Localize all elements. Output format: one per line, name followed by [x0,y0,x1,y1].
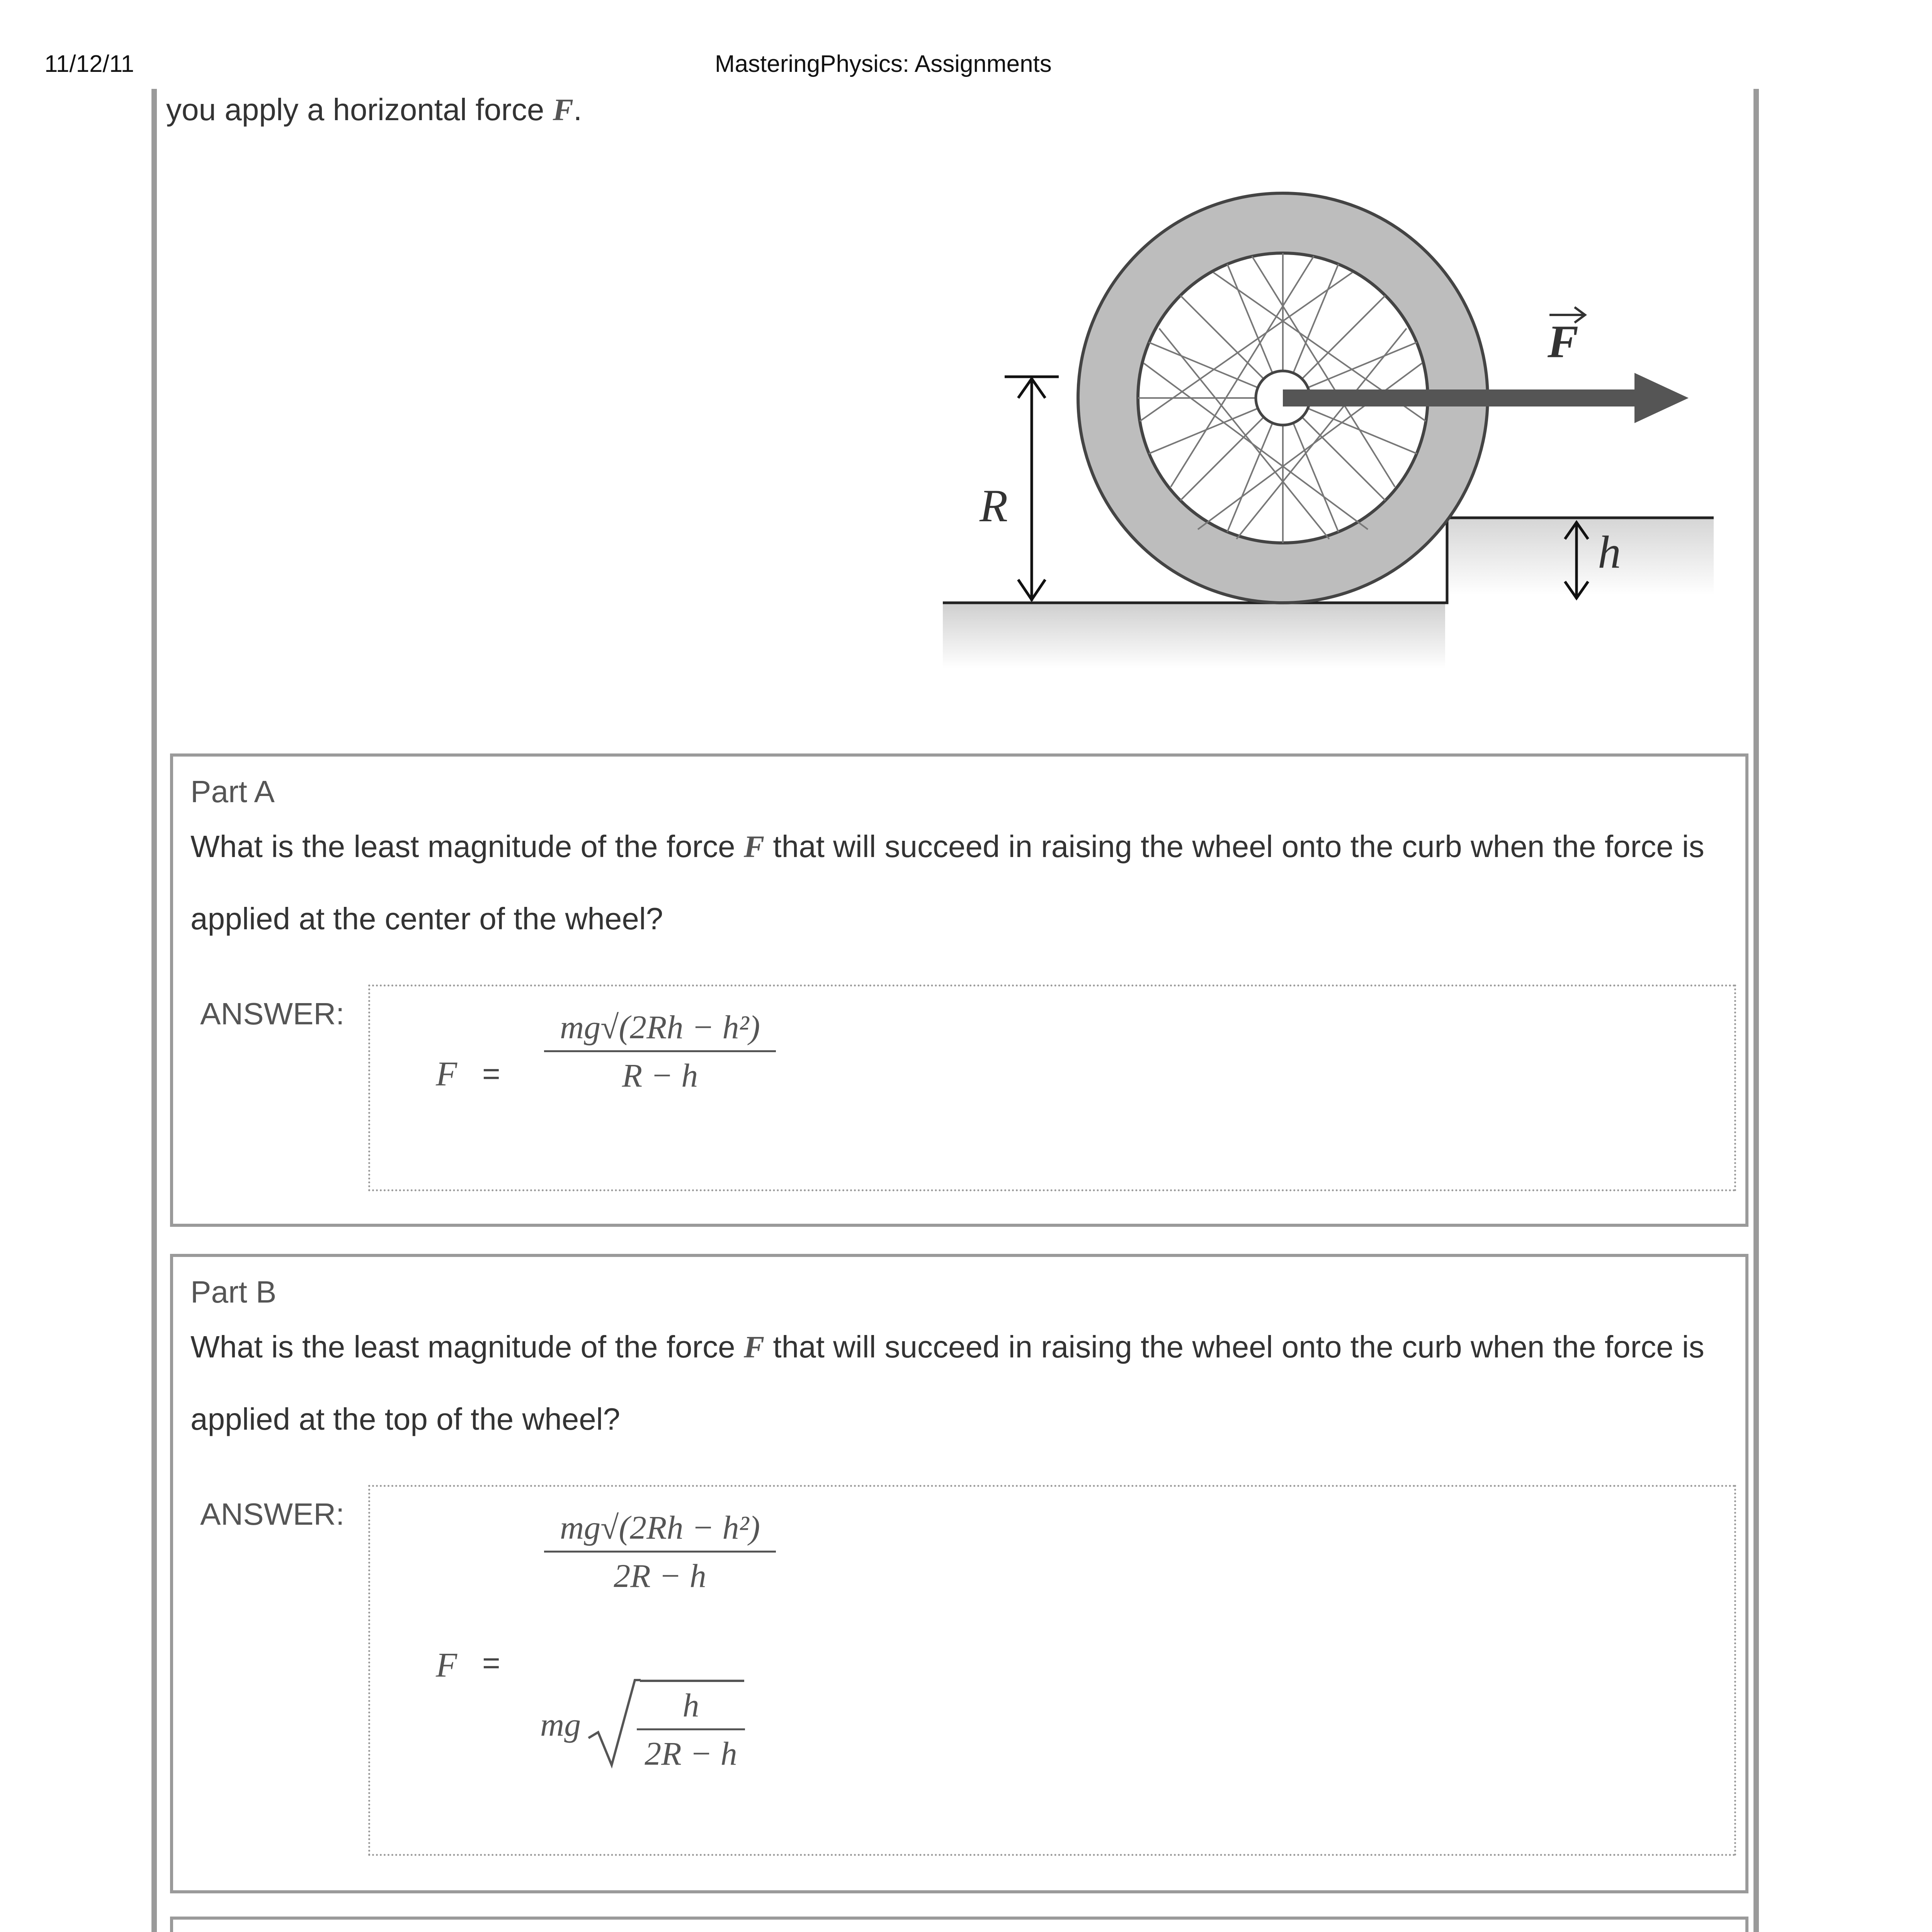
part-b-numerator-2: h [682,1687,699,1724]
part-a-equals: = [482,1056,500,1091]
intro-period: . [573,92,582,127]
part-a-denominator: R − h [622,1057,698,1094]
part-a-answer-box [368,985,1736,1191]
part-b-numerator-1: mg√(2Rh − h²) [560,1509,760,1546]
part-b-equals: = [482,1646,500,1680]
part-b-denominator-1: 2R − h [614,1557,706,1594]
part-b-question [190,1311,1736,1455]
force-vector-symbol: F [743,830,765,864]
label-F: F [1548,316,1579,367]
part-b-fraction-2 [637,1686,745,1773]
force-arrow-shaft [1283,389,1646,406]
part-a-fraction [544,1008,776,1095]
part-b-answer-box [368,1485,1736,1856]
part-b-question-pre: What is the least magnitude of the force [190,1330,735,1364]
part-b-fraction-1 [544,1508,776,1595]
part-a-numerator: mg√(2Rh − h²) [560,1009,760,1046]
part-b-expression-2 [540,1670,811,1771]
part-b-title: Part B [190,1275,277,1309]
force-arrow-head [1634,373,1689,423]
wheel-curb-figure [943,182,1723,668]
print-date: 11/12/11 [44,51,134,77]
part-a-question [190,811,1736,954]
label-R: R [980,480,1008,531]
ground-shade [943,603,1445,668]
fraction-bar [637,1728,745,1730]
intro-text: you apply a horizontal force [166,92,544,127]
part-a-title: Part A [190,774,275,809]
part-a-question-pre: What is the least magnitude of the force [190,829,735,864]
part-a-answer-label: ANSWER: [200,997,345,1031]
part-b-denominator-2: 2R − h [645,1735,737,1772]
radical-overbar [640,1680,744,1682]
part-a-question-post: that will succeed in raising the wheel onto the curb when the force is applied at the center of the wheel? [190,829,1704,936]
part-a-var: F [436,1055,457,1093]
part-b-var: F [436,1646,457,1684]
fraction-bar [544,1551,776,1553]
part-b-answer-label: ANSWER: [200,1497,345,1531]
force-vector-symbol: F [743,1330,765,1364]
part-b-coef: mg [540,1706,581,1743]
part-b-panel [170,1254,1748,1893]
label-h: h [1598,526,1621,578]
wheel-diagram [943,182,1723,668]
problem-intro [166,92,582,128]
force-vector-symbol: F [553,93,573,127]
part-a-panel [170,753,1748,1227]
part-c-panel [170,1917,1748,1932]
fraction-bar [544,1050,776,1052]
print-page-title: MasteringPhysics: Assignments [715,51,1052,77]
part-b-question-post: that will succeed in raising the wheel onto the curb when the force is applied at the top of the wheel? [190,1330,1704,1436]
radical-sign [587,1670,641,1771]
